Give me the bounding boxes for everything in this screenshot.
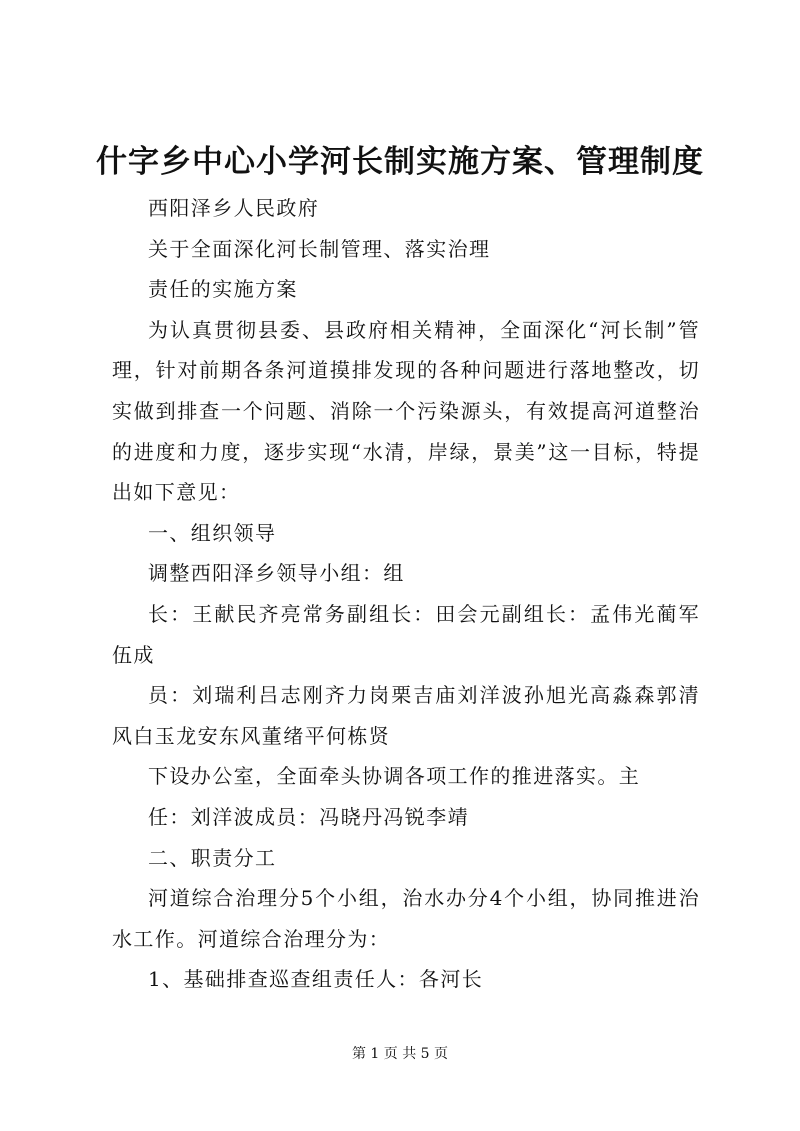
section-heading-organization: 一、组织领导: [148, 520, 277, 545]
paragraph-office: 下设办公室，全面牵头协调各项工作的推进落实。主: [148, 764, 641, 789]
paragraph-issuer: 西阳泽乡人民政府: [148, 196, 320, 220]
paragraph-leadership-group: 调整西阳泽乡领导小组：组: [148, 561, 405, 586]
paragraph-office-staff: 任：刘洋波成员：冯晓丹冯锐李靖: [148, 804, 469, 829]
document-title: 什字乡中心小学河长制实施方案、管理制度: [96, 144, 704, 180]
paragraph-duties-overview: 河道综合治理分5个小组，治水办分4个小组，协同推进治水工作。河道综合治理分为：: [112, 886, 700, 951]
paragraph-group-members: 员：刘瑞利吕志刚齐力岗栗吉庙刘洋波孙旭光高淼森郭清风白玉龙安东风董绪平何栋贤: [112, 683, 700, 748]
section-heading-duties: 二、职责分工: [148, 845, 277, 870]
document-body: [112, 188, 700, 1000]
page-footer: 第 1 页 共 5 页: [351, 1046, 449, 1062]
paragraph-intro: 为认真贯彻县委、县政府相关精神，全面深化“河长制”管理，针对前期各条河道摸排发现的各种问题进行落地整改，切实做到排查一个问题、消除一个污染源头，有效提高河道整治的进度和力度，逐步实现“水清，岸绿，景美”这一目标，特提出如下意见：: [112, 317, 700, 505]
paragraph-subject-line-1: 关于全面深化河长制管理、落实治理: [148, 236, 491, 261]
paragraph-group-leaders: 长：王献民齐亮常务副组长：田会元副组长：孟伟光蔺军伍成: [112, 601, 700, 667]
paragraph-duty-item-1: 1、基础排查巡查组责任人：各河长: [148, 967, 484, 992]
paragraph-subject-line-2: 责任的实施方案: [148, 277, 298, 302]
